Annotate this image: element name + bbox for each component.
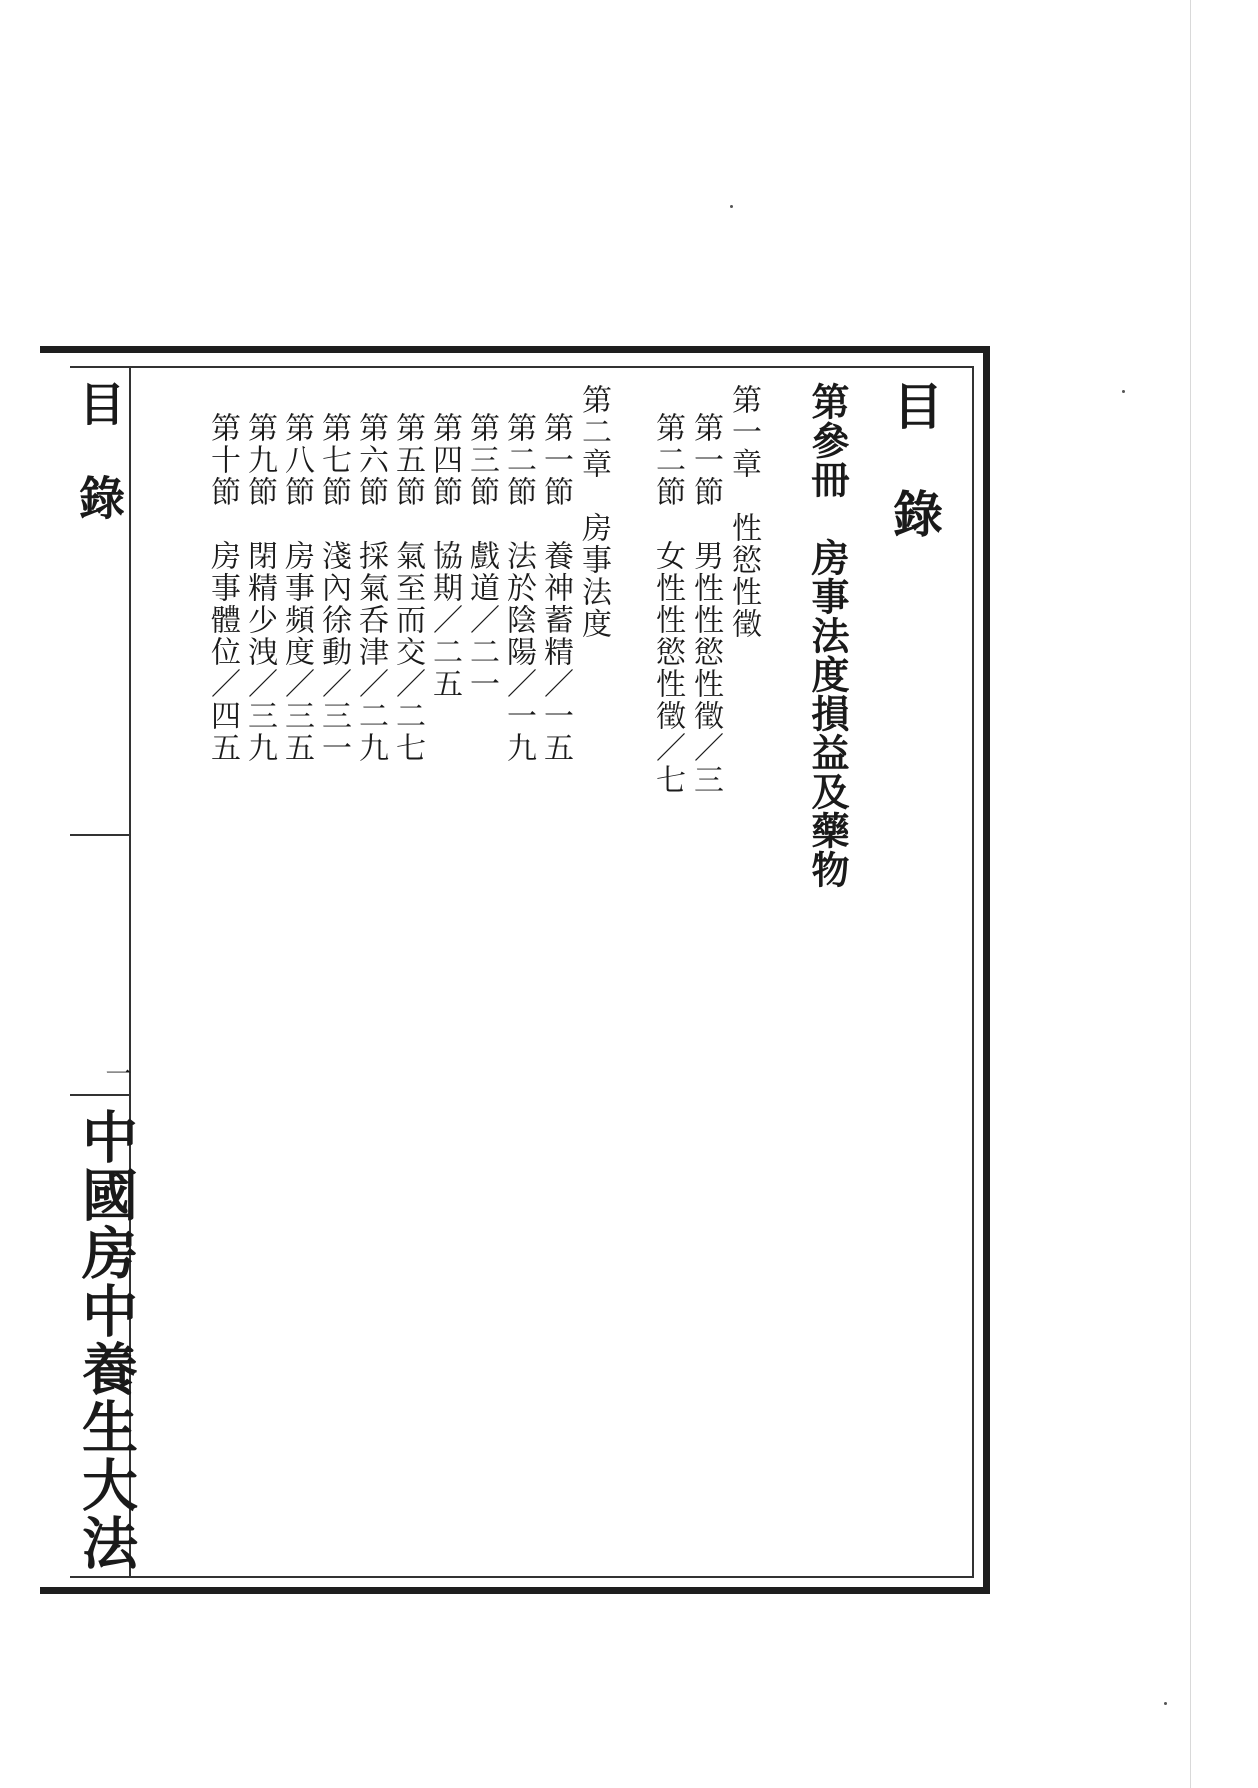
toc-entry: 第四節 協期／二五 (427, 412, 462, 700)
chapter-heading: 第一章 性慾性徵 (726, 384, 761, 640)
margin-rule-lower (70, 1094, 130, 1096)
scan-speck (1122, 390, 1125, 393)
toc-entry: 第五節 氣至而交／二七 (390, 412, 425, 764)
toc-entry: 第八節 房事頻度／三五 (279, 412, 314, 764)
chapter-heading: 第二章 房事法度 (576, 384, 611, 640)
margin-page-number: 一 (101, 1060, 131, 1086)
toc-entry: 第三節 戲道／二一 (464, 412, 499, 700)
toc-entry: 第二節 法於陰陽／一九 (501, 412, 536, 764)
toc-title: 目錄 (885, 380, 944, 596)
page-edge (1190, 0, 1191, 1788)
toc-entry: 第七節 淺內徐動／三一 (316, 412, 351, 764)
scan-speck (1164, 1702, 1167, 1705)
toc-entry: 第二節 女性性慾性徵／七 (650, 412, 685, 796)
volume-heading: 第參冊 房事法度損益及藥物 (805, 382, 850, 889)
toc-entry: 第一節 養神蓄精／一五 (538, 412, 573, 764)
toc-entry: 第九節 閉精少洩／三九 (242, 412, 277, 764)
toc-entry: 第一節 男性性慾性徵／三 (688, 412, 723, 796)
margin-title: 目錄 (72, 380, 126, 568)
margin-rule-upper (70, 834, 130, 836)
book-title: 中國房中養生大法 (73, 1108, 139, 1572)
toc-entry: 第六節 採氣呑津／二九 (353, 412, 388, 764)
toc-entry: 第十節 房事體位／四五 (205, 412, 240, 764)
scan-speck (730, 205, 733, 208)
